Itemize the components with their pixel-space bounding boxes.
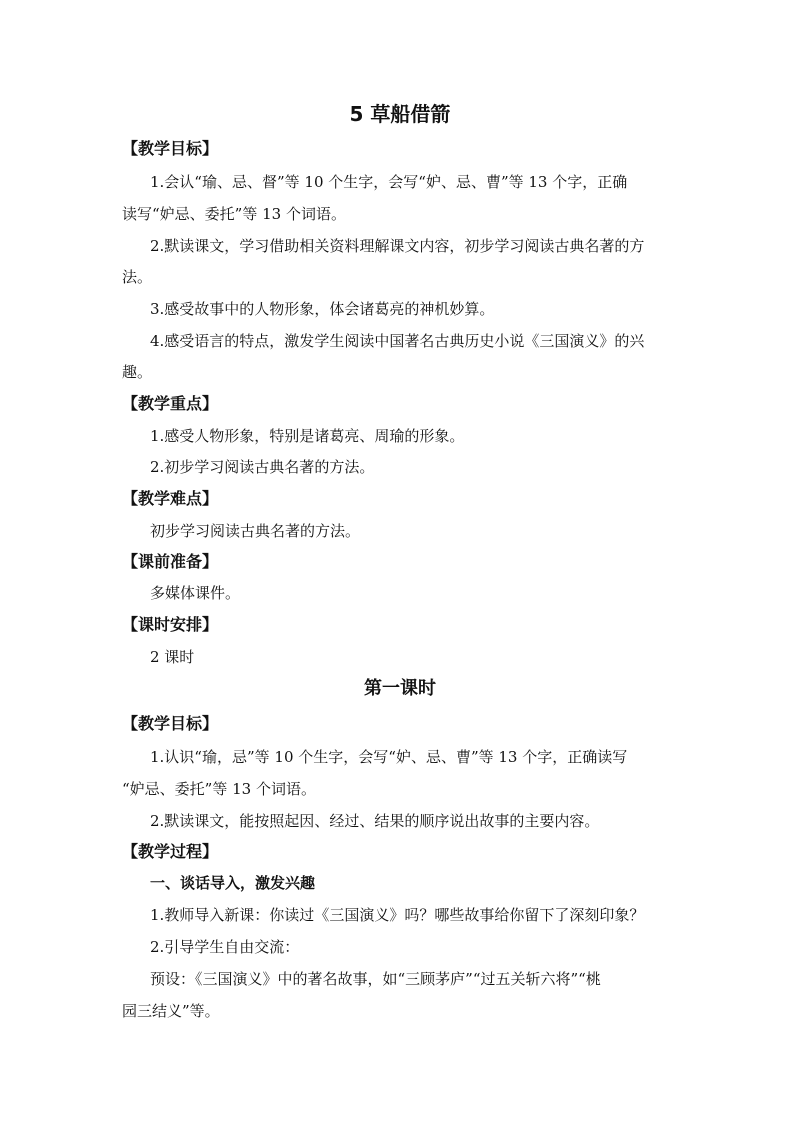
section-heading-key-points: 【教学重点】 xyxy=(122,394,219,413)
goal-line: 趣。 xyxy=(122,363,153,381)
goal-line: 读写“妒忌、委托”等 13 个词语。 xyxy=(122,205,346,223)
difficulty-text: 初步学习阅读古典名著的方法。 xyxy=(150,522,361,540)
schedule-text: 2 课时 xyxy=(150,648,195,666)
section-heading-teaching-goals: 【教学目标】 xyxy=(122,139,219,158)
key-point-line: 1.感受人物形象，特别是诸葛亮、周瑜的形象。 xyxy=(150,427,465,445)
key-point-line: 2.初步学习阅读古典名著的方法。 xyxy=(150,458,375,476)
step-line: 2.引导学生自由交流： xyxy=(150,938,300,956)
lesson-title: 第一课时 xyxy=(364,678,436,699)
step-title: 一、谈话导入，激发兴趣 xyxy=(150,874,316,892)
lesson-goal-line: 2.默读课文，能按照起因、经过、结果的顺序说出故事的主要内容。 xyxy=(150,812,600,830)
goal-line: 2.默读课文，学习借助相关资料理解课文内容，初步学习阅读古典名著的方 xyxy=(150,237,645,255)
page-title: 5 草船借箭 xyxy=(349,102,451,126)
step-line: 1.教师导入新课：你读过《三国演义》吗？哪些故事给你留下了深刻印象？ xyxy=(150,906,645,924)
lesson-goal-line: 1.认识“瑜，忌”等 10 个生字，会写“妒、忌、曹”等 13 个字，正确读写 xyxy=(150,748,628,766)
section-heading-schedule: 【课时安排】 xyxy=(122,615,219,634)
preparation-text: 多媒体课件。 xyxy=(150,584,241,602)
goal-line: 1.会认“瑜、忌、督”等 10 个生字，会写“妒、忌、曹”等 13 个字，正确 xyxy=(150,173,628,191)
section-heading-process: 【教学过程】 xyxy=(122,842,219,861)
goal-line: 3.感受故事中的人物形象，体会诸葛亮的神机妙算。 xyxy=(150,300,495,318)
goal-line: 法。 xyxy=(122,268,153,286)
section-heading-preparation: 【课前准备】 xyxy=(122,552,219,571)
step-line: 预设：《三国演义》中的著名故事，如“三顾茅庐”“过五关斩六将”“桃 xyxy=(150,970,601,988)
lesson-goal-line: “妒忌、委托”等 13 个词语。 xyxy=(122,780,316,798)
section-heading-lesson-goals: 【教学目标】 xyxy=(122,714,219,733)
step-line: 园三结义”等。 xyxy=(122,1002,220,1020)
goal-line: 4.感受语言的特点，激发学生阅读中国著名古典历史小说《三国演义》的兴 xyxy=(150,332,645,350)
section-heading-difficulties: 【教学难点】 xyxy=(122,489,219,508)
